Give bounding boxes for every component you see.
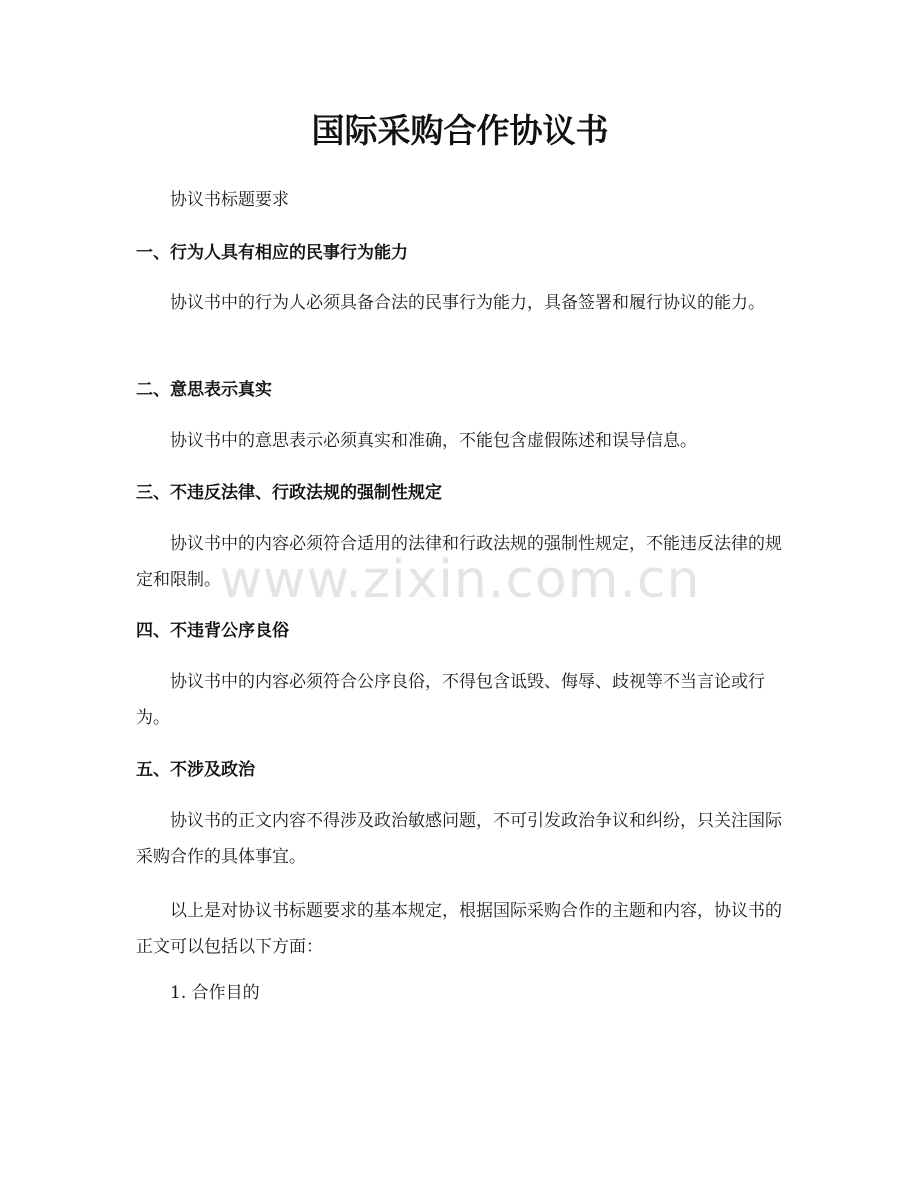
section-2-body: 协议书中的意思表示必须真实和准确，不能包含虚假陈述和误导信息。: [170, 431, 697, 451]
section-3-heading: 三、不违反法律、行政法规的强制性规定: [136, 483, 442, 503]
summary-paragraph: 以上是对协议书标题要求的基本规定，根据国际采购合作的主题和内容，协议书的正文可以包括以下方面：: [136, 901, 782, 957]
section-4-heading: 四、不违背公序良俗: [136, 621, 289, 641]
section-2-heading: 二、意思表示真实: [136, 380, 272, 400]
section-4-body: 协议书中的内容必须符合公序良俗，不得包含诋毁、侮辱、歧视等不当言论或行为。: [136, 672, 765, 728]
list-item-1: 1. 合作目的: [170, 983, 260, 1003]
document-title: 国际采购合作协议书: [311, 111, 609, 150]
section-5-body: 协议书的正文内容不得涉及政治敏感问题，不可引发政治争议和纠纷，只关注国际采购合作的具体事宜。: [136, 811, 782, 867]
intro-paragraph: 协议书标题要求: [170, 190, 289, 210]
watermark-text: www.zixin.com.cn: [219, 550, 701, 610]
section-3-body: 协议书中的内容必须符合适用的法律和行政法规的强制性规定，不能违反法律的规定和限制。: [136, 534, 782, 590]
section-1-heading: 一、行为人具有相应的民事行为能力: [136, 243, 408, 263]
section-5-heading: 五、不涉及政治: [136, 760, 255, 780]
section-1-body: 协议书中的行为人必须具备合法的民事行为能力，具备签署和履行协议的能力。: [170, 293, 765, 313]
